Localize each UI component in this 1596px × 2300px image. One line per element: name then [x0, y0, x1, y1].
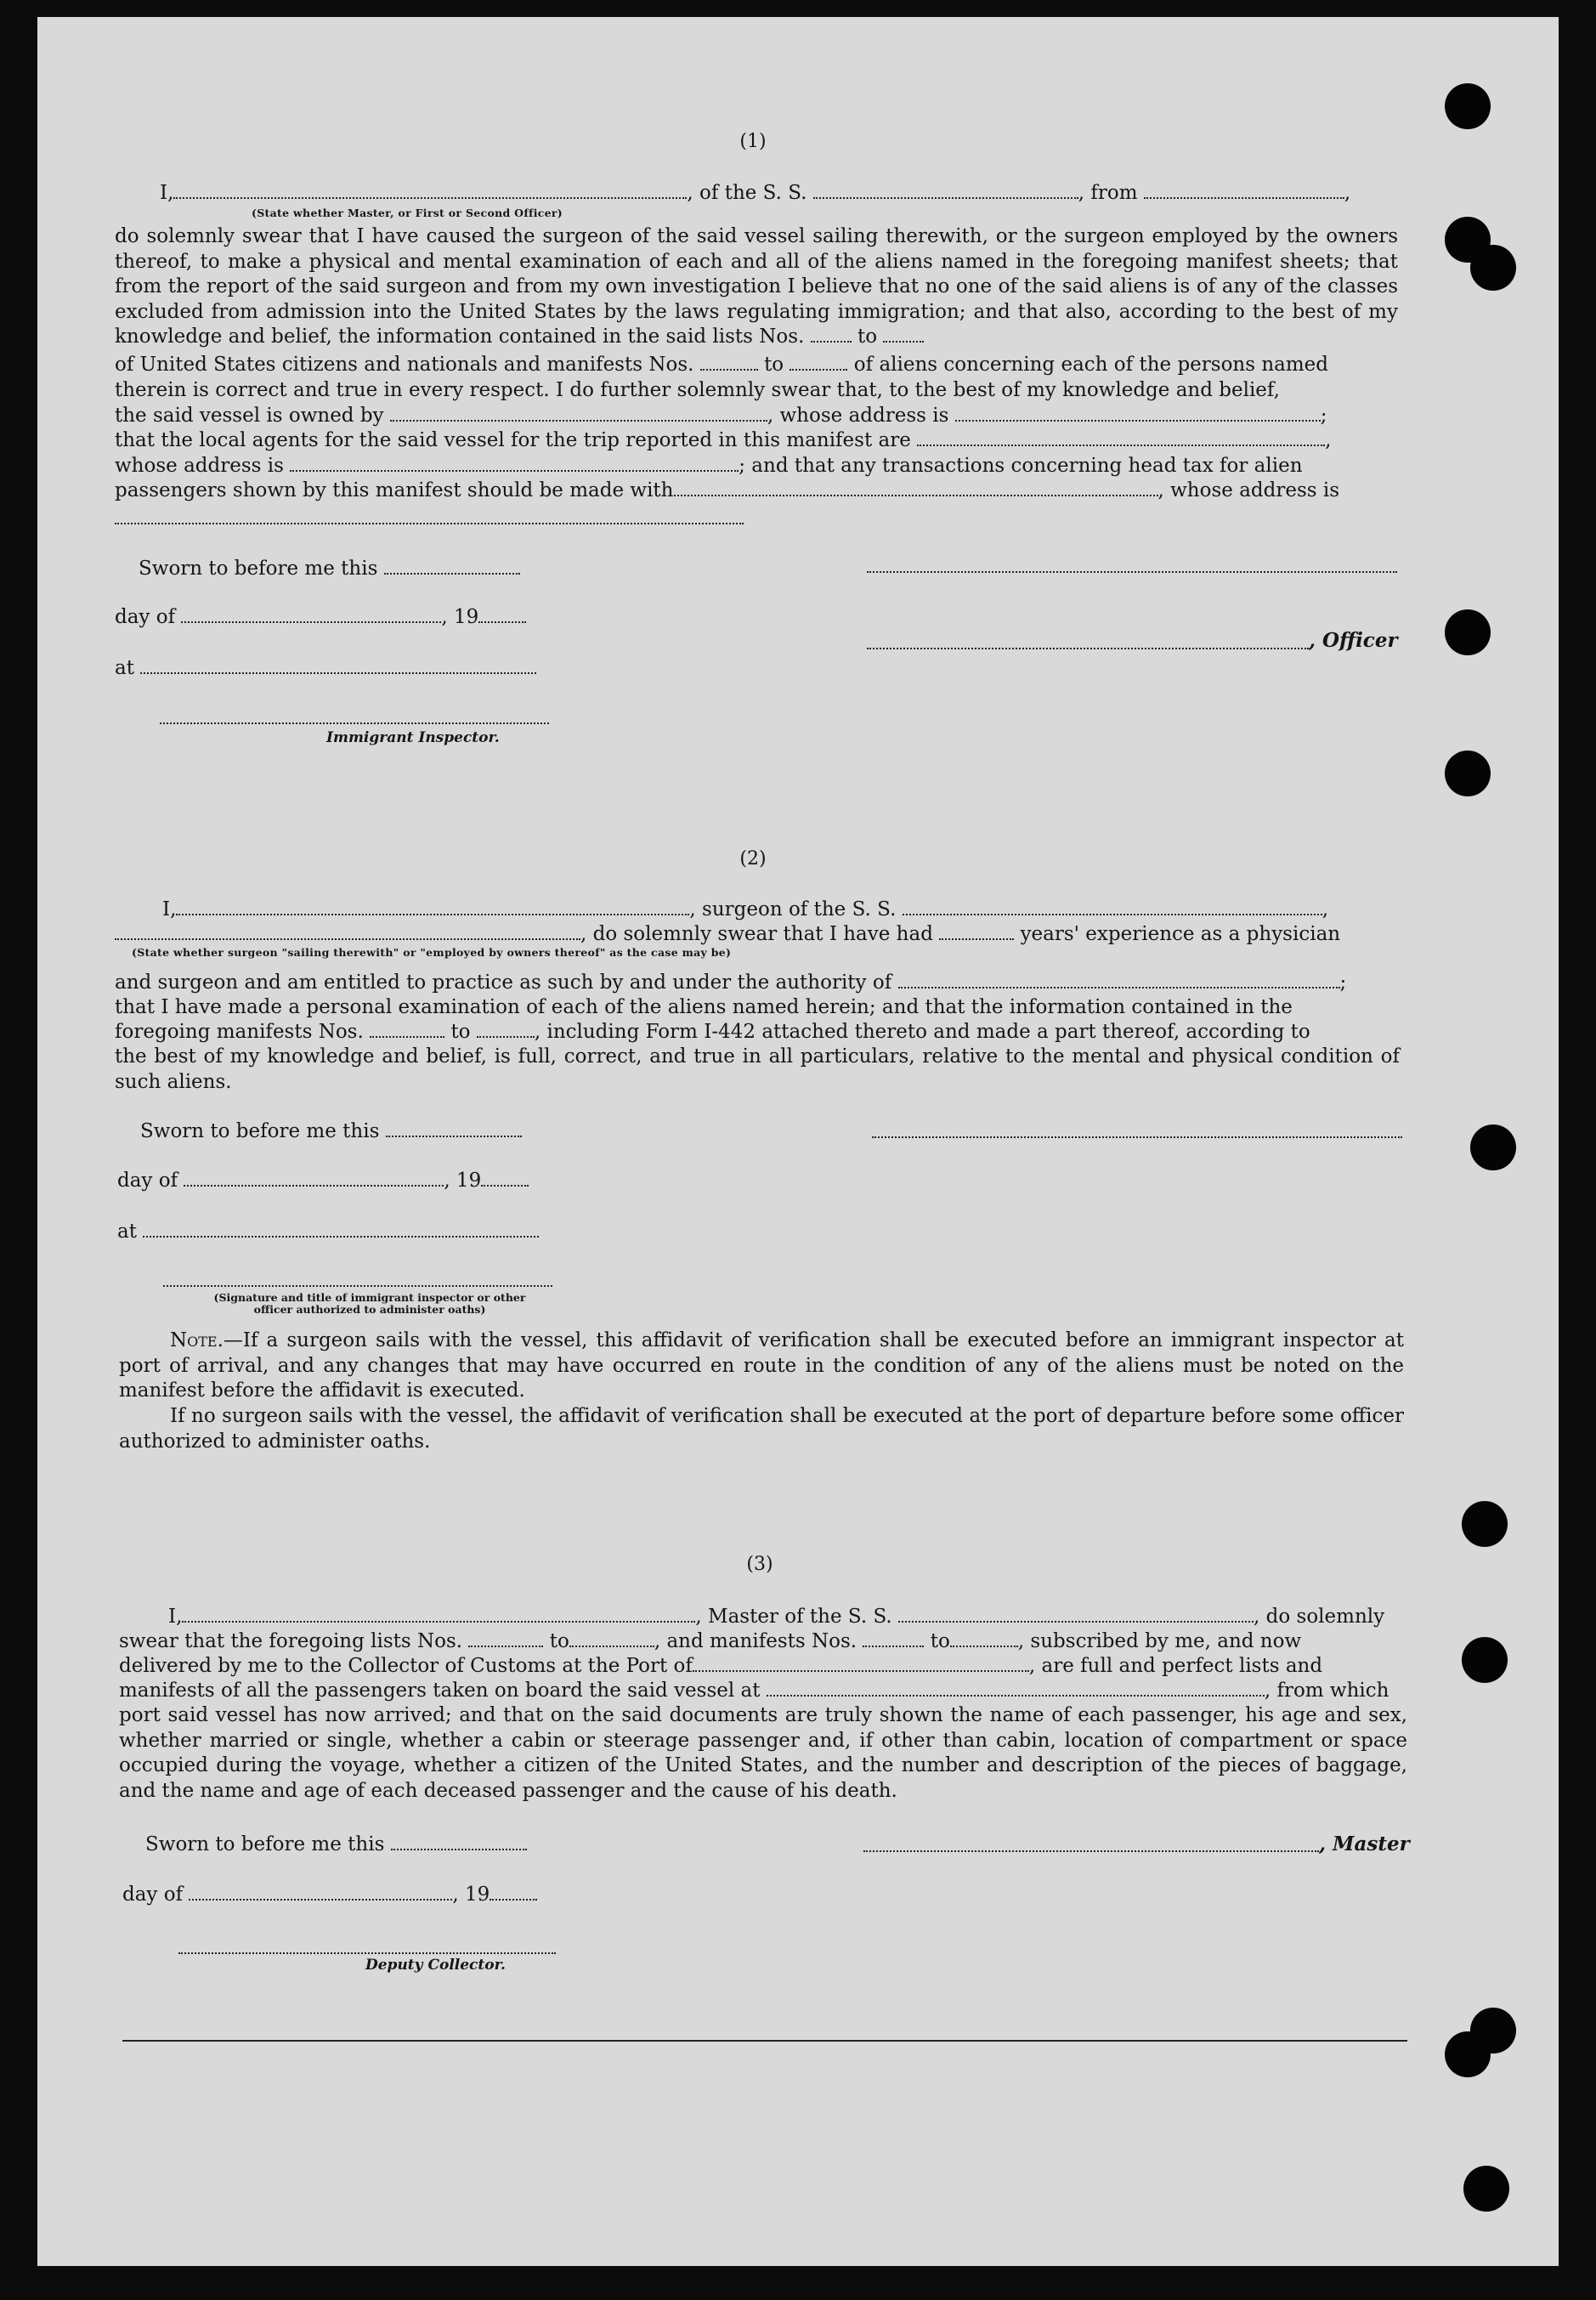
- section-2-number: (2): [739, 848, 767, 870]
- s2-place-field[interactable]: [143, 1221, 539, 1238]
- s2-note-paragraph: Note.—If a surgeon sails with the vessel, this affidavit of verification shall be executed before an immigrant inspector at port of arrival, and any changes that may have occurred en route in the condition of any of the aliens must be noted on the manifest before the affidavit is executed.: [119, 1329, 1404, 1402]
- master-note: (State whether Master, or First or Second Officer): [252, 207, 563, 219]
- s1-day-of: day of , 19: [115, 605, 526, 629]
- s3-lists-to-field[interactable]: [569, 1630, 654, 1647]
- s3-manifests-to-field[interactable]: [950, 1630, 1018, 1647]
- collector-label: Deputy Collector.: [365, 1957, 506, 1974]
- s2-signature-note: (Signature and title of immigrant inspector or other officer authorized to administer oaths): [213, 1291, 526, 1316]
- surgeon-name-field[interactable]: [176, 898, 689, 915]
- s1-line-address: whose address is ; and that any transactions concerning head tax for alien: [115, 455, 1303, 477]
- s2-line-entitled: and surgeon and am entitled to practice as such by and under the authority of ;: [115, 972, 1347, 994]
- surgeon-status-field[interactable]: [115, 923, 580, 940]
- s3-day-of: day of , 19: [122, 1883, 537, 1906]
- s2-sworn-date-field[interactable]: [386, 1120, 522, 1137]
- owner-address-field[interactable]: [955, 405, 1321, 422]
- agents-field[interactable]: [917, 429, 1325, 446]
- s1-place-field[interactable]: [140, 657, 536, 674]
- s2-note-paragraph-2: If no surgeon sails with the vessel, the affidavit of verification shall be executed at the port of departure before some officer authorized to administer oaths.: [119, 1405, 1404, 1453]
- head-tax-address-field[interactable]: [115, 523, 744, 524]
- s2-line-foregoing: foregoing manifests Nos. to , including Form I-442 attached thereto and made a part thereof, according to: [115, 1021, 1310, 1043]
- s1-month-field[interactable]: [181, 606, 441, 623]
- section-1-number: (1): [739, 131, 767, 152]
- lists-to-field[interactable]: [883, 326, 924, 343]
- s1-sworn: Sworn to before me this: [139, 557, 520, 581]
- surgeon-note: (State whether surgeon "sailing therewith" or "employed by owners thereof" as the case may be): [132, 946, 732, 959]
- s1-signature-field[interactable]: [867, 571, 1397, 573]
- manifests-from-field[interactable]: [700, 354, 758, 371]
- s1-year-field[interactable]: [478, 606, 526, 623]
- s1-line-passengers: passengers shown by this manifest should be made with , whose address is: [115, 479, 1340, 501]
- master-label: , Master: [1319, 1833, 1410, 1855]
- s3-line-2: swear that the foregoing lists Nos. to , and manifests Nos. to , subscribed by me, and now: [119, 1630, 1302, 1652]
- head-tax-party-field[interactable]: [674, 479, 1158, 496]
- s3-line-4: manifests of all the passengers taken on board the said vessel at , from which: [119, 1680, 1389, 1702]
- s3-lists-from-field[interactable]: [468, 1630, 543, 1647]
- s2-paragraph-end: the best of my knowledge and belief, is full, correct, and true in all particulars, relative to the mental and physical condition of such aliens.: [115, 1045, 1400, 1093]
- s2-inspector-signature-field[interactable]: [163, 1285, 552, 1287]
- s3-line-3: delivered by me to the Collector of Customs at the Port of , are full and perfect lists and: [119, 1655, 1323, 1677]
- s2-year-field[interactable]: [481, 1170, 529, 1187]
- master-name-field[interactable]: [173, 182, 687, 199]
- vessel-name-field[interactable]: [813, 182, 1078, 199]
- authority-field[interactable]: [898, 972, 1340, 989]
- s2-line-2: , do solemnly swear that I have had years' experience as a physician: [115, 922, 1340, 946]
- s3-line-1: I, , Master of the S. S. , do solemnly: [168, 1606, 1385, 1628]
- collector-signature-field[interactable]: [178, 1952, 556, 1954]
- s1-at: at: [115, 656, 536, 680]
- from-port-field[interactable]: [1144, 182, 1344, 199]
- s2-sworn: Sworn to before me this: [140, 1119, 522, 1143]
- s2-vessel-field[interactable]: [903, 898, 1322, 915]
- departure-port-field[interactable]: [767, 1680, 1265, 1697]
- bottom-rule: [122, 2040, 1407, 2042]
- s2-line-1: I, , surgeon of the S. S. ,: [162, 898, 1329, 921]
- s2-manifests-from-field[interactable]: [370, 1021, 444, 1038]
- s1-sworn-date-field[interactable]: [384, 558, 520, 575]
- manifests-to-field[interactable]: [790, 354, 847, 371]
- s3-year-field[interactable]: [490, 1884, 537, 1901]
- s2-at: at: [117, 1220, 539, 1243]
- years-field[interactable]: [939, 923, 1014, 940]
- s1-line-1: I, , of the S. S. , from ,: [160, 182, 1351, 204]
- s1-line-owned: the said vessel is owned by , whose address is ;: [115, 405, 1327, 427]
- s1-line-agents: that the local agents for the said vessel for the trip reported in this manifest are ,: [115, 429, 1332, 451]
- s1-line-therein: therein is correct and true in every respect. I do further solemnly swear that, to the best of my knowledge and belief,: [115, 379, 1280, 401]
- s2-signature-field[interactable]: [872, 1136, 1402, 1138]
- s3-month-field[interactable]: [189, 1884, 452, 1901]
- section-3-number: (3): [746, 1554, 773, 1575]
- lists-from-field[interactable]: [811, 326, 852, 343]
- officer-signature-field[interactable]: [867, 648, 1309, 649]
- port-field[interactable]: [693, 1655, 1029, 1672]
- owner-field[interactable]: [390, 405, 767, 422]
- master-signature-field[interactable]: [863, 1850, 1319, 1852]
- s3-vessel-field[interactable]: [898, 1606, 1254, 1623]
- s3-sworn-date-field[interactable]: [391, 1833, 527, 1850]
- inspector-signature-field[interactable]: [160, 722, 549, 724]
- s2-manifests-to-field[interactable]: [477, 1021, 535, 1038]
- s2-line-examination: that I have made a personal examination of each of the aliens named herein; and that the information contained in the: [115, 996, 1293, 1018]
- s2-month-field[interactable]: [184, 1170, 444, 1187]
- agents-address-field[interactable]: [290, 455, 739, 472]
- s3-manifests-from-field[interactable]: [863, 1630, 924, 1647]
- s3-paragraph: port said vessel has now arrived; and that on the said documents are truly shown the name of each passenger, his age and sex, whether married or single, whether a cabin or steerage passenger and, if other than cabin, location of compartment or space occupied during the voyage, whether a citizen of the United States, and the number and description of the pieces of baggage, and the name and age of each deceased passenger and the cause of his death.: [119, 1704, 1407, 1802]
- s3-master-name-field[interactable]: [182, 1606, 695, 1623]
- s1-paragraph-a: do solemnly swear that I have caused the surgeon of the said vessel sailing therewith, or the surgeon employed by the owners thereof, to make a physical and mental examination of each and all of the aliens named in the foregoing manifest sheets; that from the report of the said surgeon and from my own investigation I believe that no one of the said aliens is of any of the classes excluded from admission into the United States by the laws regulating immigration; and that also, according to the best of my knowledge and belief, the information contained in the said lists Nos. to: [115, 225, 1398, 348]
- s1-line-citizens: of United States citizens and nationals and manifests Nos. to of aliens concerning each of the persons named: [115, 354, 1329, 376]
- s3-sworn: Sworn to before me this: [145, 1833, 527, 1856]
- s2-day-of: day of , 19: [117, 1169, 529, 1192]
- inspector-label: Immigrant Inspector.: [326, 729, 500, 746]
- officer-label: , Officer: [1309, 629, 1398, 652]
